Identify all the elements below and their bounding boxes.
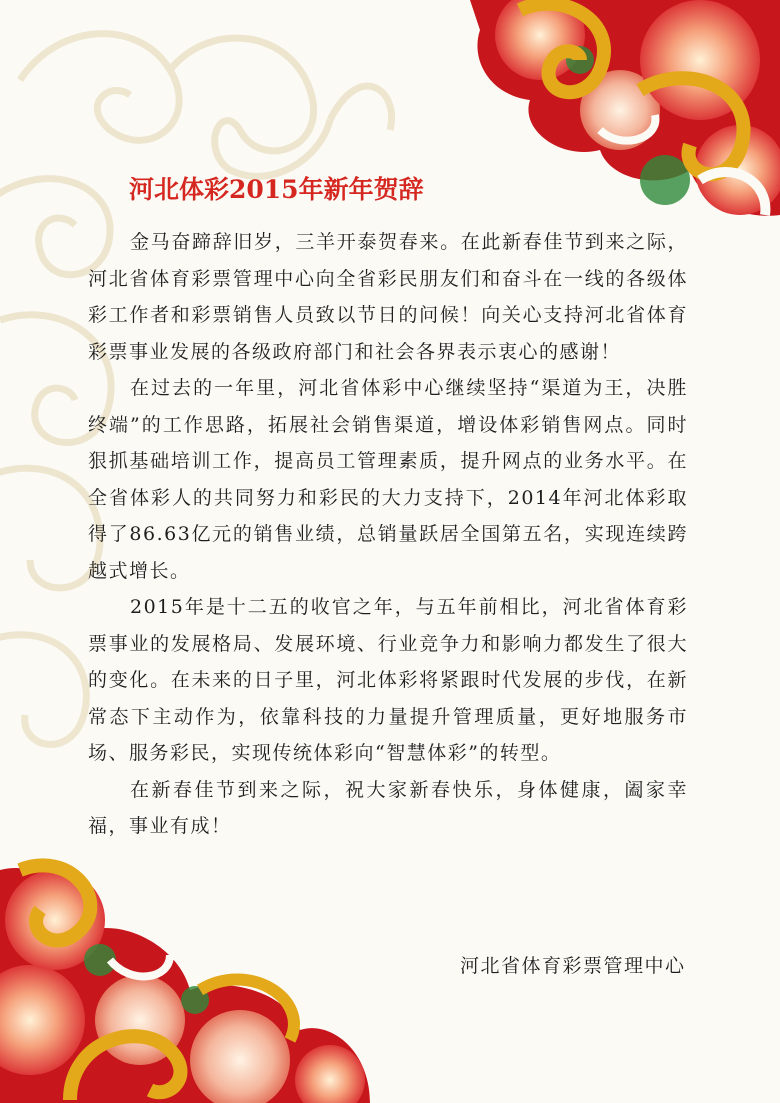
signature: 河北省体育彩票管理中心	[460, 955, 686, 977]
peony-flower-icon	[0, 865, 370, 1103]
letter-body	[88, 224, 688, 845]
paragraph-1: 金马奋蹄辞旧岁，三羊开泰贺春来。在此新春佳节到来之际，河北省体育彩票管理中心向全省彩民朋友们和奋斗在一线的各级体彩工作者和彩票销售人员致以节日的问候！向关心支持河北省体育彩票事业发展的各级政府部门和社会各界表示衷心的感谢！	[88, 231, 688, 363]
paragraph-4: 在新春佳节到来之际，祝大家新春快乐，身体健康，阖家幸福，事业有成！	[88, 778, 688, 837]
paragraph-3: 2015年是十二五的收官之年，与五年前相比，河北省体育彩票事业的发展格局、发展环境、行业竞争力和影响力都发生了很大的变化。在未来的日子里，河北体彩将紧跟时代发展的步伐，在新常态下主动作为，依靠科技的力量提升管理质量，更好地服务市场、服务彩民，实现传统体彩向“智慧体彩”的转型。	[88, 596, 688, 764]
paragraph-2: 在过去的一年里，河北省体彩中心继续坚持“渠道为王，决胜终端”的工作思路，拓展社会销售渠道，增设体彩销售网点。同时狠抓基础培训工作，提高员工管理素质，提升网点的业务水平。在全省体彩人的共同努力和彩民的大力支持下，2014年河北体彩取得了86.63亿元的销售业绩，总销量跃居全国第五名，实现连续跨越式增长。	[88, 377, 688, 582]
peony-flower-icon	[470, 0, 780, 216]
page-title: 河北体彩2015年新年贺辞	[129, 175, 424, 204]
